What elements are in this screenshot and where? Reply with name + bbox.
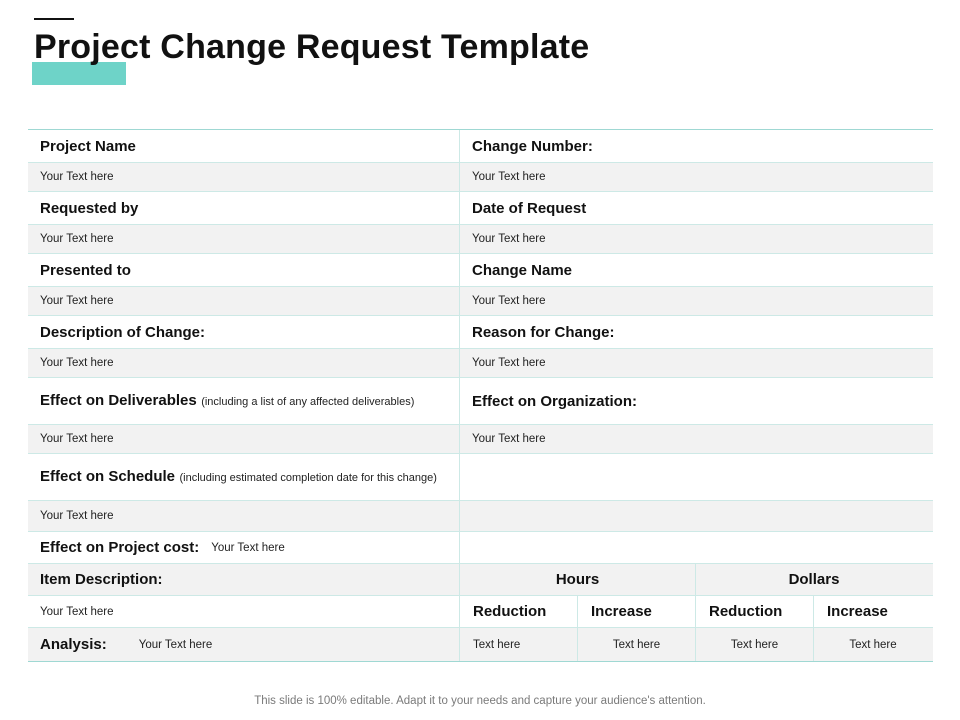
effect-on-deliverables-label: Effect on Deliverables [40, 391, 197, 409]
item-description-value[interactable]: Your Text here [28, 596, 460, 627]
effect-on-project-cost-cell [28, 532, 460, 563]
change-number-value[interactable]: Your Text here [472, 171, 546, 183]
form-row-presented-to-values [28, 287, 933, 316]
footer-note: This slide is 100% editable. Adapt it to your needs and capture your audience's attention. [254, 695, 706, 707]
date-of-request-label: Date of Request [472, 199, 587, 217]
effect-on-deliverables-note: (including a list of any affected deliverables) [201, 395, 415, 408]
page-title: Project Change Request Template [34, 28, 590, 66]
change-request-form [28, 129, 933, 662]
form-row-effect-schedule-values [28, 501, 933, 532]
effect-on-schedule-label: Effect on Schedule [40, 467, 176, 485]
analysis-dollars-increase-value[interactable]: Text here [849, 638, 897, 651]
requested-by-label: Requested by [28, 192, 460, 224]
effect-on-schedule-cell [28, 454, 460, 500]
form-row-description [28, 316, 933, 349]
effect-on-organization-label: Effect on Organization: [472, 392, 637, 410]
change-number-label: Change Number: [472, 137, 593, 155]
dollars-increase-header: Increase [827, 603, 888, 620]
effect-on-schedule-note: (including estimated completion date for this change) [179, 471, 437, 484]
form-row-presented-to [28, 254, 933, 287]
dollars-reduction-header: Reduction [696, 596, 814, 627]
cost-subheaders [460, 596, 933, 627]
form-row-project-name [28, 130, 933, 163]
effect-on-schedule-value[interactable]: Your Text here [28, 501, 460, 531]
empty-cell [460, 454, 933, 500]
analysis-hours-reduction-value[interactable]: Text here [460, 628, 578, 661]
dollars-header: Dollars [788, 571, 840, 588]
analysis-label: Analysis: [40, 636, 107, 653]
form-row-requested-by [28, 192, 933, 225]
analysis-cell [28, 628, 460, 661]
hours-increase-header: Increase [578, 596, 696, 627]
date-of-request-value[interactable]: Your Text here [472, 233, 546, 245]
analysis-values [460, 628, 933, 661]
hours-header: Hours [460, 564, 696, 595]
form-row-effect-deliverables [28, 378, 933, 425]
project-name-value[interactable]: Your Text here [28, 163, 460, 191]
cost-group-headers [460, 564, 933, 595]
change-name-value[interactable]: Your Text here [472, 295, 546, 307]
requested-by-value[interactable]: Your Text here [28, 225, 460, 253]
analysis-value[interactable]: Your Text here [138, 638, 213, 651]
reason-for-change-value[interactable]: Your Text here [472, 357, 546, 369]
effect-on-deliverables-cell [28, 378, 460, 424]
form-row-requested-by-values [28, 225, 933, 254]
form-row-item-description-values [28, 596, 933, 628]
hours-reduction-header: Reduction [460, 596, 578, 627]
change-name-label: Change Name [472, 261, 573, 279]
description-of-change-label: Description of Change: [28, 316, 460, 348]
empty-cell [460, 501, 933, 531]
effect-on-organization-value[interactable]: Your Text here [472, 433, 546, 445]
description-of-change-value[interactable]: Your Text here [28, 349, 460, 377]
form-row-analysis [28, 628, 933, 661]
project-name-label: Project Name [28, 130, 460, 162]
item-description-label: Item Description: [28, 564, 460, 595]
form-row-effect-schedule [28, 454, 933, 501]
top-rule [34, 18, 74, 20]
empty-cell [460, 532, 933, 563]
effect-on-deliverables-value[interactable]: Your Text here [28, 425, 460, 453]
reason-for-change-label: Reason for Change: [472, 323, 615, 341]
form-row-description-values [28, 349, 933, 378]
form-row-project-name-values [28, 163, 933, 192]
analysis-dollars-reduction-value[interactable]: Text here [696, 628, 814, 661]
presented-to-value[interactable]: Your Text here [28, 287, 460, 315]
form-row-effect-deliverables-values [28, 425, 933, 454]
effect-on-project-cost-label: Effect on Project cost: [40, 539, 200, 556]
presented-to-label: Presented to [28, 254, 460, 286]
form-row-project-cost [28, 532, 933, 564]
effect-on-project-cost-value[interactable]: Your Text here [211, 541, 285, 554]
form-row-item-description [28, 564, 933, 596]
analysis-hours-increase-value[interactable]: Text here [578, 628, 696, 661]
